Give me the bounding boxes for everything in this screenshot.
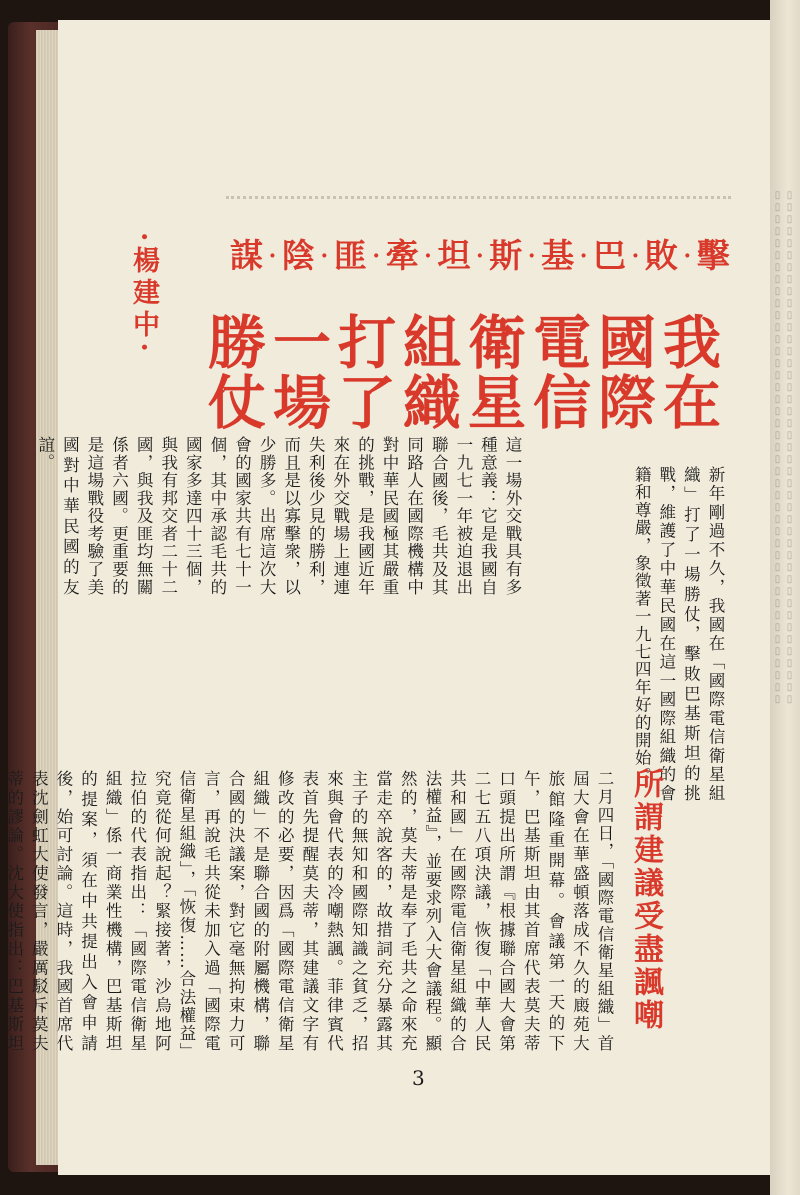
subtitle-char: 擊 (696, 236, 730, 275)
header-dotted-rule (226, 196, 731, 199)
subtitle-char: 謀 (230, 236, 263, 275)
page-number: 3 (412, 1066, 425, 1090)
title-column: 打了 (328, 312, 396, 432)
subtitle-char: 坦 (437, 236, 471, 275)
subtitle-separator: · (683, 243, 692, 269)
subtitle-char: 基 (541, 236, 575, 275)
title-column: 我在 (653, 312, 721, 432)
title-column: 衛星 (458, 312, 526, 432)
title-column: 一場 (263, 312, 331, 432)
subtitle-char: 敗 (644, 236, 678, 275)
subtitle-separator: · (527, 243, 536, 269)
adjacent-page-edge: ▯▯▯▯▯▯▯▯▯▯▯▯▯▯▯▯▯▯▯▯▯▯▯▯▯▯▯▯▯▯▯▯▯▯▯▯▯▯▯▯▯▯▯ ▯▯▯▯▯▯▯▯▯▯▯▯▯▯▯▯▯▯▯▯▯▯▯▯▯▯▯▯▯▯▯▯▯▯▯▯▯▯▯▯▯▯▯ (770, 0, 800, 1195)
title-column: 電信 (523, 312, 591, 432)
subtitle-separator: · (579, 243, 588, 269)
author-byline: ·楊建中· (128, 232, 159, 357)
title-column: 國際 (588, 312, 656, 432)
article-body-upper-left: 這一場外交戰具有多種意義：它是我國自一九七一年被迫退出聯合國後，毛共及其同路人在國際機構中對中華民國極其嚴重的挑戰，是我國近年來在外交戰場上連連失利後少見的勝利，而且是以寡擊衆，以少勝多。出席這次大會的國家共有七十一個，其中承認毛共的國家多達四十三個，與我有邦交者二十二國，與我及匪均無關係者六國。更重要的是這場戰役考驗了美國對中華民國的友誼。 (35, 436, 522, 596)
subtitle-separator: · (424, 243, 432, 269)
article-body-lower: 二月四日，「國際電信衛星組織」首屆大會在華盛頓落成不久的廄苑大旅館隆重開幕。會議第一天的下午，巴基斯坦由其首席代表莫夫蒂口頭提出所謂『根據聯合國大會第二七五八項決議，恢復「中華人民共和國」在國際電信衛星組織的合法權益』，並要求列入大會議程。顯然的，莫夫蒂是奉了毛共之命來充當走卒說客的，故措詞充分暴露其主子的無知和國際知識之貧乏，招來與會代表的冷嘲熱諷。菲律賓代表首先提醒莫夫蒂，其建議文字有修改的必要，因爲「國際電信衛星組織」不是聯合國的附屬機構，聯合國的決議案，對它毫無拘束力可言，再說毛共從未加入過「國際電信衛星組織」，「恢復……合法權益」究竟從何說起？緊接著，沙烏地阿拉伯的代表指出：「國際電信衛星組織」係一商業性機構，巴基斯坦的提案，須在中共提出入會申請後，始可討論。這時，我國首席代表沈劍虹大使發言，嚴厲駁斥莫夫蒂的謬論。沈大使指出：巴基斯坦 (4, 770, 614, 1052)
subtitle-separator: · (372, 243, 380, 269)
title-column: 組織 (393, 312, 461, 432)
subtitle-separator: · (268, 243, 277, 269)
subtitle-char: 斯 (489, 236, 523, 275)
subtitle-separator: · (476, 243, 484, 269)
subtitle-char: 陰 (281, 236, 315, 275)
article-body-upper-right: 新年剛過不久，我國在「國際電信衛星組織」打了一場勝仗，擊敗巴基斯坦的挑戰，維護了中華民國在這一國際組織的會籍和尊嚴，象徵著一九七四年好的開始。 (632, 466, 725, 802)
title-column: 勝仗 (198, 312, 266, 432)
subtitle-char: 匪 (333, 236, 367, 275)
subtitle-char: 巴 (593, 236, 627, 275)
subtitle-separator: · (320, 243, 329, 269)
subtitle-char: 牽 (385, 236, 419, 275)
article-subtitle (230, 236, 730, 276)
subtitle-separator: · (631, 243, 640, 269)
section-subheading: 所謂建議受盡諷嘲 (628, 768, 663, 1032)
